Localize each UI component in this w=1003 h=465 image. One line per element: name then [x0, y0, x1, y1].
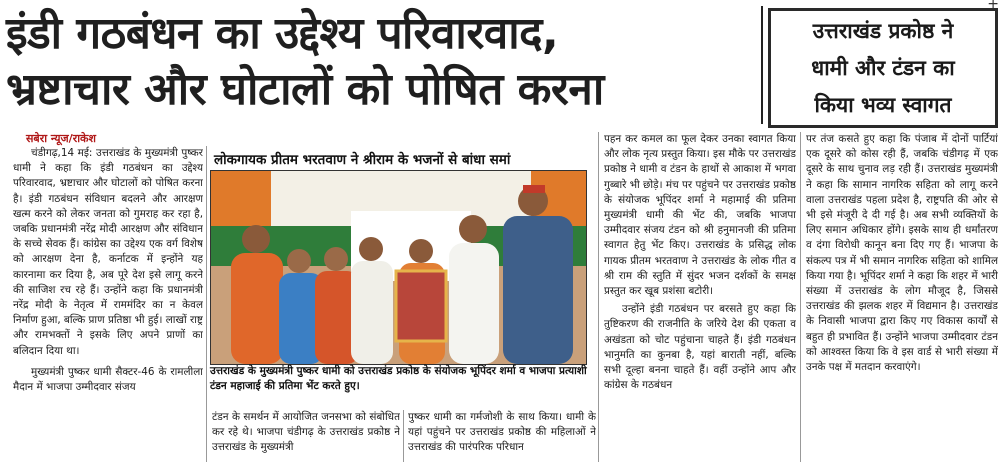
- main-headline: [6, 6, 758, 118]
- side-headline-line-3: किया भव्य स्वागत: [814, 93, 952, 117]
- column-divider: [206, 146, 207, 462]
- article-column-4: [806, 132, 998, 464]
- article-column-3: [604, 132, 796, 464]
- photo-illustration: [211, 171, 586, 364]
- side-headline-box: [768, 8, 998, 128]
- subheadline: लोकगायक प्रीतम भरतवाण ने श्रीराम के भजनों से बांधा समां: [214, 152, 511, 168]
- headline-line-2: भ्रष्टाचार और घोटालों को पोषित करना: [6, 64, 604, 115]
- byline: सबेरा न्यूज/राकेश: [26, 132, 96, 145]
- article-paragraph: टंडन के समर्थन में आयोजित जनसभा को संबोधित कर रहे थे। भाजपा चंडीगढ़ के उत्तराखंड प्रकोष्ठ ने उत्तराखंड के मुख्यमंत्री: [212, 411, 400, 454]
- article-paragraph: पहन कर कमल का फूल देकर उनका स्वागत किया और लोक नृत्य प्रस्तुत किया। इस मौके पर उत्तराखंड प्रकोष्ठ ने धामी व टंडन के हाथों से आकाश में भगवा गुब्बारे भी छोड़े। मंच पर पहुंचने पर उत्तराखंड प्रकोष्ठ के संयोजक भूपिंदर शर्मा ने महामाई की प्रतिमा मुख्यमंत्री धामी की भेंट की, जबकि भाजपा उम्मीदवार संजय टंडन को श्री हनुमानजी की प्रतिमा स्वागत हेतु भेंट किए। उत्तराखंड के प्रसिद्ध लोक गायक प्रीतम भरतवाण ने उत्तराखंड के लोक गीत व श्री राम की स्तुति में सुंदर भजन दर्शकों के समक्ष प्रस्तुत कर खूब प्रशंसा बटोरी।: [604, 133, 796, 298]
- article-paragraph: पर तंज कसते हुए कहा कि पंजाब में दोनों पार्टियां एक दूसरे को कोस रही हैं, जबकि चंडीगढ़ में एक दूसरे के साथ चुनाव लड़ रही हैं। उत्तराखंड मुख्यमंत्री ने कहा कि सामान नागरिक सहिता को लागू करने वाला उत्तराखंड पहला प्रदेश है, राष्ट्रपति की ओर से भी इसे मंजूरी दे दी गई है। अब सभी व्यक्तियों के लिए समान अधिकार होंगे। इसके साथ ही धर्मांतरण व दंगा विरोधी कानून बना दिए गए हैं। भाजपा के संकल्प पत्र में भी समान नागरिक सहिता को शामिल किया गया है। भूपिंदर शर्मा ने कहा कि शहर में भारी संख्या में उत्तराखंड के लोग मौजूद है, जिससे उत्तराखंड की झलक शहर में विद्यमान है। उत्तराखंड के निवासी भाजपा द्वारा किए गए विकास कार्यों से बहुत ही प्रभावित हैं। उन्होंने भाजपा उम्मीदवार टंडन को आश्वस्त किया कि वे इस वार्ड से भारी संख्या में उनके पक्ष में मतदान करवाएंगे।: [806, 133, 998, 374]
- article-column-1: [13, 146, 203, 464]
- article-column-2a: [212, 410, 400, 464]
- headline-line-1: इंडी गठबंधन का उद्देश्य परिवारवाद,: [6, 8, 559, 59]
- news-photo: [210, 170, 587, 365]
- corner-mark: +: [987, 0, 999, 12]
- side-headline-line-1: उत्तराखंड प्रकोष्ठ ने: [812, 19, 954, 43]
- photo-caption: उत्तराखंड के मुख्यमंत्री पुष्कर धामी को उत्तराखंड प्रकोष्ठ के संयोजक भूपिंदर शर्मा व भाजपा प्रत्याशी टंडन महाजाई की प्रतिमा भेंट करते हुए।: [210, 365, 587, 392]
- article-column-2b: [408, 410, 596, 464]
- headline-divider: [761, 6, 763, 124]
- article-paragraph: मुख्यमंत्री पुष्कर धामी सैक्टर-46 के रामलीला मैदान में भाजपा उम्मीदवार संजय: [13, 365, 203, 394]
- article-paragraph: उन्होंने इंडी गठबंधन पर बरसते हुए कहा कि तुष्टिकरण की राजनीति के जरिये देश की एकता व अखंडता को चोट पहुंचाना चाहते हैं। इंडी गठबंधन भानुमति का कुनबा है, यहां बाराती नहीं, बल्कि सभी दूल्हा बनना चाहते हैं। वहीं उन्होंने आप और कांग्रेस के गठबंधन: [604, 303, 796, 392]
- article-paragraph: पुष्कर धामी का गर्मजोशी के साथ किया। धामी के यहां पहुंचने पर उत्तराखंड प्रकोष्ठ की महिलाओं ने उत्तराखंड की पारंपरिक परिधान: [408, 411, 596, 454]
- column-divider: [800, 132, 801, 462]
- side-headline-line-2: धामी और टंडन का: [811, 56, 955, 80]
- column-divider: [403, 410, 404, 462]
- column-divider: [598, 132, 599, 462]
- article-paragraph: चंडीगढ़,14 मई: उत्तराखंड के मुख्यमंत्री पुष्कर धामी ने कहा कि इंडी गठबंधन का उद्देश्य परिवारवाद, भ्रष्टाचार और घोटालों को पोषित करना है। इंडी गठबंधन संविधान बदलने और आरक्षण खत्म करने को लेकर जनता को गुमराह कर रहा है, जबकि प्रधानमंत्री नरेंद्र मोदी आरक्षण और संविधान के सच्चे सेवक हैं। कांग्रेस का उद्देश्य एक वर्ग विशेष को आरक्षण देना है, कर्नाटक में इन्होंने यह कारनामा कर दिया है, अब पूरे देश इसे लागू करने की साजिश रच रहे हैं। उन्होंने कहा कि प्रधानमंत्री नरेंद्र मोदी के नेतृत्व में राममंदिर का न केवल निर्माण हुआ, बल्कि प्राण प्रतिष्ठा भी हुई। लाखों राष्ट्र और रामभक्तों ने इसके लिए अपने प्राणों का बलिदान दिया था।: [13, 147, 203, 357]
